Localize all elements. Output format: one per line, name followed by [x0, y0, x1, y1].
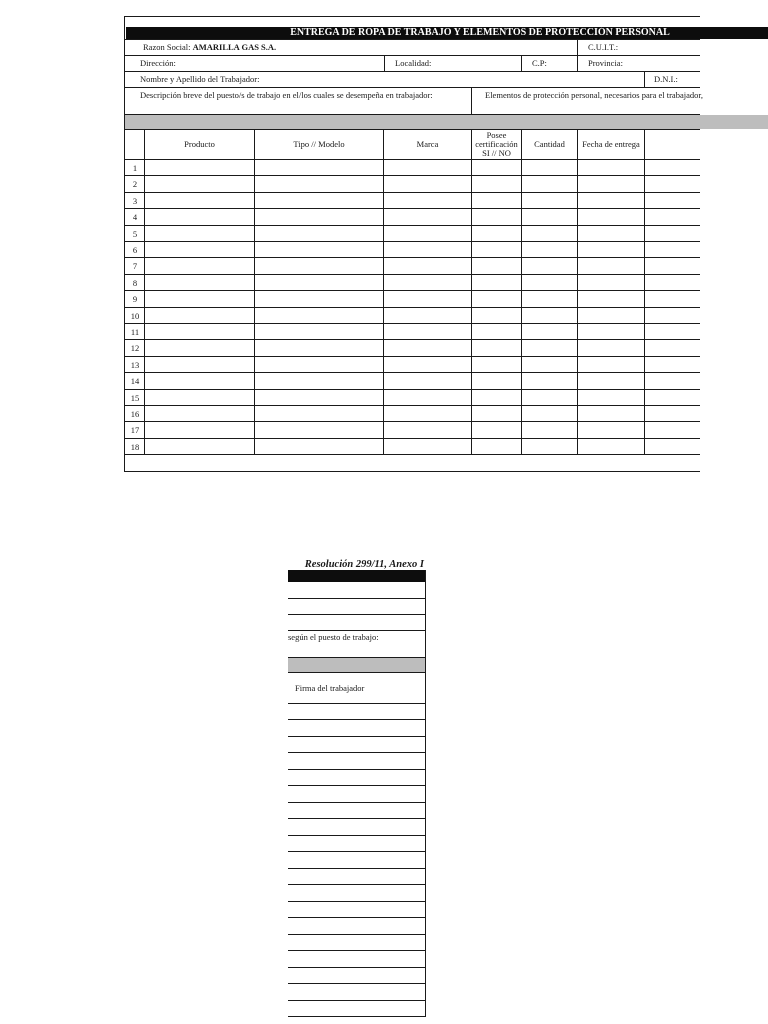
- row-number: 14: [130, 376, 140, 386]
- table-column-line: [577, 129, 578, 454]
- table-row-line: [124, 421, 700, 422]
- header-divider: [124, 55, 700, 56]
- page2-row-line: [288, 851, 426, 852]
- table-row-line: [124, 356, 700, 357]
- elementos-divider: [471, 87, 472, 115]
- segun-puesto-label: según el puesto de trabajo:: [288, 632, 379, 642]
- table-header-bottom: [124, 159, 700, 160]
- form-title: ENTREGA DE ROPA DE TRABAJO Y ELEMENTOS DE PROTECCIÓN PERSONAL: [290, 27, 670, 38]
- resolucion-title: Resolución 299/11, Anexo I: [304, 559, 424, 570]
- table-row-line: [124, 339, 700, 340]
- firma-label: Firma del trabajador: [295, 683, 365, 693]
- elementos-label: Elementos de protección personal, necesarios para el trabajador,: [485, 90, 703, 100]
- page2-row-line: [288, 934, 426, 935]
- page2-row-line: [288, 835, 426, 836]
- table-row-line: [124, 405, 700, 406]
- nombre-label: Nombre y Apellido del Trabajador:: [140, 74, 260, 84]
- cp-label: C.P:: [532, 58, 547, 68]
- page2-row-line: [288, 614, 426, 615]
- form-left-border: [124, 16, 125, 472]
- form-top-border: [124, 16, 700, 17]
- dni-divider: [644, 71, 645, 87]
- localidad-label: Localidad:: [395, 58, 432, 68]
- col-header-marca: Marca: [416, 139, 439, 149]
- certificacion-line-3: SI // NO: [482, 148, 511, 158]
- table-row-line: [124, 274, 700, 275]
- row-number: 11: [130, 327, 140, 337]
- table-row-line: [124, 241, 700, 242]
- table-row-line: [124, 225, 700, 226]
- page2-row-line: [288, 752, 426, 753]
- descripcion-label: Descripción breve del puesto/s de trabajo en el/los cuales se desempeña en trabajador:: [140, 90, 433, 100]
- page2-row-line: [288, 884, 426, 885]
- page2-row-line: [288, 983, 426, 984]
- page2-row-line: [288, 967, 426, 968]
- page2-row-line: [288, 1016, 426, 1017]
- page2-row-line: [288, 868, 426, 869]
- page2-row-line: [288, 802, 426, 803]
- table-column-line: [644, 129, 645, 454]
- page2-row-line: [288, 736, 426, 737]
- table-row-line: [124, 208, 700, 209]
- row-number: 12: [130, 343, 140, 353]
- page2-row-line: [288, 672, 426, 673]
- table-row-line: [124, 372, 700, 373]
- row-number: 16: [130, 409, 140, 419]
- gray-band-bottom: [124, 129, 700, 130]
- certificacion-line-1: Posee: [486, 130, 507, 140]
- table-column-line: [521, 129, 522, 454]
- razon-social-field: [143, 43, 276, 52]
- row-number: 18: [130, 442, 140, 452]
- page2-row-line: [288, 598, 426, 599]
- page2-row-line: [288, 785, 426, 786]
- row-number: 3: [132, 196, 138, 206]
- localidad-divider: [384, 55, 385, 71]
- table-row-line: [124, 175, 700, 176]
- table-row-line: [124, 389, 700, 390]
- table-row-line: [124, 257, 700, 258]
- page2-row-line: [288, 630, 426, 631]
- table-row-line: [124, 307, 700, 308]
- page2-row-line: [288, 917, 426, 918]
- razon-social-label: Razon Social:: [143, 42, 191, 52]
- page2-row-line: [288, 1000, 426, 1001]
- col-header-fecha: Fecha de entrega: [582, 139, 640, 149]
- direccion-label: Dirección:: [140, 58, 176, 68]
- row-number: 7: [132, 261, 138, 271]
- gray-band: [125, 115, 768, 129]
- cuit-label: C.U.I.T.:: [588, 42, 619, 52]
- row-number: 13: [130, 360, 140, 370]
- table-row-line: [124, 192, 700, 193]
- header-divider: [124, 87, 700, 88]
- certificacion-line-2: certificación: [475, 139, 518, 149]
- razon-social-value: AMARILLA GAS S.A.: [192, 42, 277, 52]
- row-number: 15: [130, 393, 140, 403]
- table-row-line: [124, 438, 700, 439]
- table-column-line: [383, 129, 384, 454]
- table-column-line: [254, 129, 255, 454]
- row-number: 2: [132, 179, 138, 189]
- col-header-tipo-modelo: Tipo // Modelo: [293, 139, 345, 149]
- page2-row-line: [288, 950, 426, 951]
- row-number: 10: [130, 311, 140, 321]
- header-divider: [124, 71, 700, 72]
- header-divider: [124, 39, 700, 40]
- page2-row-line: [288, 657, 426, 658]
- row-number: 9: [132, 294, 138, 304]
- page2-row-line: [288, 901, 426, 902]
- form-bottom-border: [124, 471, 700, 472]
- page2-row-line: [288, 719, 426, 720]
- row-number: 8: [132, 278, 138, 288]
- row-number: 4: [132, 212, 138, 222]
- col-header-producto: Producto: [184, 139, 215, 149]
- table-column-line: [144, 129, 145, 454]
- col-header-cantidad: Cantidad: [534, 139, 565, 149]
- page2-gray-band: [288, 658, 425, 672]
- table-row-line: [124, 454, 700, 455]
- provincia-label: Provincia:: [588, 58, 623, 68]
- table-row-line: [124, 290, 700, 291]
- table-column-line: [471, 129, 472, 454]
- page2-row-line: [288, 818, 426, 819]
- table-row-line: [124, 323, 700, 324]
- row-number: 6: [132, 245, 138, 255]
- page2-row-line: [288, 769, 426, 770]
- row-number: 17: [130, 425, 140, 435]
- dni-label: D.N.I.:: [654, 74, 678, 84]
- provincia-divider: [577, 55, 578, 71]
- cuit-divider: [577, 39, 578, 55]
- page2-row-line: [288, 703, 426, 704]
- cp-divider: [521, 55, 522, 71]
- col-header-certificacion: [472, 131, 521, 158]
- row-number: 1: [132, 163, 138, 173]
- row-number: 5: [132, 229, 138, 239]
- page2-title-bar: [288, 570, 426, 582]
